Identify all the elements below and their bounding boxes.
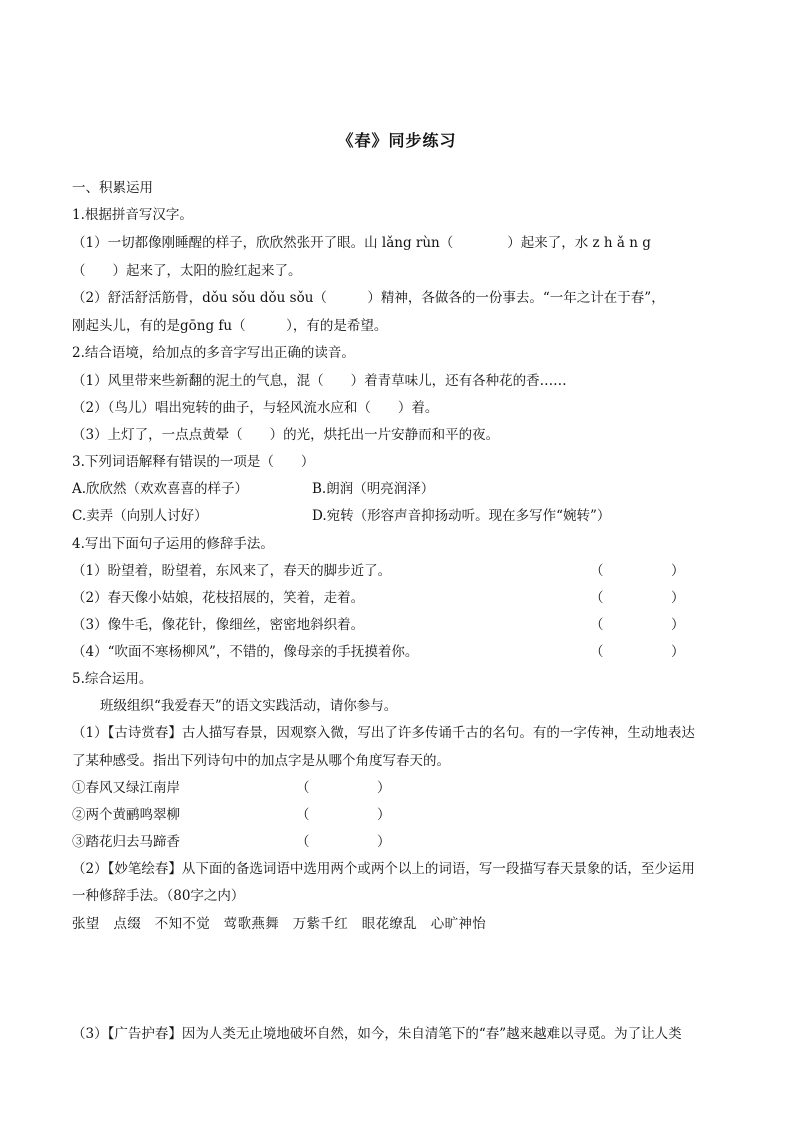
answer-blank: （ ）: [296, 780, 391, 796]
question-5-part-2-line-2: 一种修辞手法。（80字之内）: [72, 888, 245, 904]
question-4-item-text: （2）春天像小姑娘，花枝招展的，笑着，走着。: [72, 590, 365, 606]
question-5-intro: 班级组织“我爱春天”的语文实践活动，请你参与。: [100, 698, 398, 714]
question-5-stem: 5.综合运用。: [72, 671, 153, 687]
question-1-part-2-line-2: 刚起头儿，有的是gōng fu（ ），有的是希望。: [72, 318, 388, 334]
poem-line: [72, 778, 732, 798]
question-1-part-2-line-1: （2）舒活舒活筋骨，dǒu sǒu dǒu sǒu（ ）精神，各做各的一份事去。“一年之计在于春”，: [72, 290, 665, 306]
section-heading: 一、积累运用: [72, 180, 153, 196]
answer-blank: （ ）: [590, 563, 685, 579]
poem-line: [72, 805, 732, 825]
question-3-options-row-2: [72, 506, 732, 526]
answer-blank: （ ）: [590, 617, 685, 633]
question-1-stem: 1.根据拼音写汉字。: [72, 207, 193, 223]
answer-blank: （ ）: [590, 590, 685, 606]
question-5-part-2-line-1: （2）【妙笔绘春】从下面的备选词语中选用两个或两个以上的词语，写一段描写春天景象的话，至少运用: [72, 861, 695, 877]
answer-blank: （ ）: [590, 644, 685, 660]
question-2-part-3: （3）上灯了，一点点黄晕（ ）的光，烘托出一片安静而和平的夜。: [72, 427, 500, 443]
answer-blank: （ ）: [296, 807, 391, 823]
question-4-item: [72, 561, 732, 581]
question-4-item-text: （1）盼望着，盼望着，东风来了，春天的脚步近了。: [72, 563, 392, 579]
option-b: B.朗润（明亮润泽）: [312, 481, 435, 497]
option-c: C.卖弄（向别人讨好）: [72, 508, 208, 524]
question-1-part-1-line-2: （ ）起来了，太阳的脸红起来了。: [72, 263, 302, 279]
question-1-part-1-line-1: （1）一切都像刚睡醒的样子，欣欣然张开了眼。山 lǎng rùn（ ）起来了，水 z h ǎ n g: [72, 235, 651, 251]
question-4-item: [72, 588, 732, 608]
page-title: 《春》同步练习: [337, 131, 457, 150]
question-2-stem: 2.结合语境，给加点的多音字写出正确的读音。: [72, 345, 355, 361]
question-2-part-2: （2）（鸟儿）唱出宛转的曲子，与轻风流水应和（ ）着。: [72, 400, 439, 416]
poem-text: ①春风又绿江南岸: [72, 780, 180, 796]
question-3-options-row-1: [72, 479, 732, 499]
poem-line: [72, 832, 732, 852]
question-2-part-1: （1）风里带来些新翻的泥土的气息，混（ ）着青草味儿，还有各种花的香……: [72, 373, 567, 389]
question-5-part-1-line-1: （1）【古诗赏春】古人描写春景，因观察入微，写出了许多传诵千古的名句。有的一字传神，生动地表达: [72, 725, 695, 741]
answer-blank: （ ）: [296, 834, 391, 850]
question-4-item-text: （4）“吹面不寒杨柳风”，不错的，像母亲的手抚摸着你。: [72, 644, 419, 660]
question-4-item: [72, 642, 732, 662]
question-4-stem: 4.写出下面句子运用的修辞手法。: [72, 536, 274, 552]
option-a: A.欣欣然（欢欢喜喜的样子）: [72, 481, 249, 497]
question-5-part-3-line-1: （3）【广告护春】因为人类无止境地破坏自然，如今，朱自清笔下的“春”越来越难以寻觅。为了让人类: [72, 1026, 682, 1042]
poem-text: ③踏花归去马蹄香: [72, 834, 180, 850]
option-d: D.宛转（形容声音抑扬动听。现在多写作“婉转”）: [312, 508, 611, 524]
question-5-part-1-line-2: 了某种感受。指出下列诗句中的加点字是从哪个角度写春天的。: [72, 753, 450, 769]
word-bank: 张望 点缀 不知不觉 莺歌燕舞 万紫千红 眼花缭乱 心旷神怡: [72, 916, 486, 932]
question-4-item: [72, 615, 732, 635]
poem-text: ②两个黄鹂鸣翠柳: [72, 807, 180, 823]
question-3-stem: 3.下列词语解释有错误的一项是（ ）: [72, 454, 315, 470]
question-4-item-text: （3）像牛毛，像花针，像细丝，密密地斜织着。: [72, 617, 365, 633]
